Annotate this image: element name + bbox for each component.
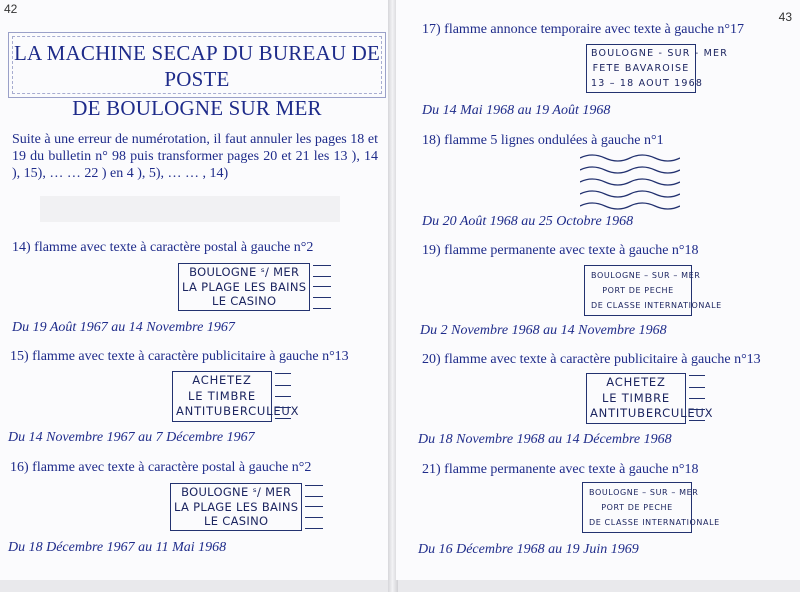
stamp-line: 13 – 18 AOUT 1968 (591, 78, 704, 89)
stamp-lines-icon (275, 373, 291, 419)
bleed-through (40, 196, 340, 222)
stamp-line: DE CLASSE INTERNATIONALE (591, 301, 722, 310)
stamp-line: LE CASINO (212, 294, 277, 308)
wavy-lines-icon (580, 152, 680, 212)
stamp-line: LA PLAGE LES BAINS (174, 499, 299, 514)
stamp-line: ANTITUBERCULEUX (590, 406, 714, 420)
stamp-line: PORT DE PECHE (602, 286, 674, 295)
stamp-line: ANTITUBERCULEUX (176, 404, 300, 418)
entry-heading: 21) flamme permanente avec texte à gauche n°18 (422, 462, 699, 477)
entry-heading: 17) flamme annonce temporaire avec texte à gauche n°17 (422, 22, 744, 37)
stamp-line: BOULOGNE – SUR – MER (589, 488, 699, 497)
entry-dates: Du 14 Novembre 1967 au 7 Décembre 1967 (8, 430, 255, 445)
entry-heading: 18) flamme 5 lignes ondulées à gauche n°1 (422, 133, 664, 148)
title-box (8, 32, 386, 120)
stamp-line: DE CLASSE INTERNATIONALE (589, 518, 720, 527)
left-page (0, 0, 390, 580)
right-page (396, 0, 800, 580)
stamp-line: BOULOGNE ˢ/ MER (189, 265, 300, 279)
page-number-left: 42 (4, 2, 18, 16)
entry-dates: Du 16 Décembre 1968 au 19 Juin 1969 (418, 542, 639, 557)
postmark-stamp (172, 371, 300, 422)
stamp-line: LA PLAGE LES BAINS (182, 279, 307, 294)
postmark-stamp (582, 482, 720, 533)
postmark-stamp (170, 483, 323, 531)
entry-dates: Du 19 Août 1967 au 14 Novembre 1967 (12, 320, 235, 335)
entry-dates: Du 18 Décembre 1967 au 11 Mai 1968 (8, 540, 227, 555)
entry-dates: Du 2 Novembre 1968 au 14 Novembre 1968 (420, 323, 667, 338)
page-title-line2: DE BOULOGNE SUR MER (72, 96, 322, 120)
stamp-lines-icon (689, 375, 705, 421)
stamp-line: ACHETEZ (606, 375, 666, 389)
stamp-line: PORT DE PECHE (601, 503, 673, 512)
entry-heading: 20) flamme avec texte à caractère publicitaire à gauche n°13 (422, 352, 761, 367)
postmark-stamp (586, 373, 714, 424)
stamp-line: FETE BAVAROISE (592, 63, 690, 74)
entry-heading: 19) flamme permanente avec texte à gauche n°18 (422, 243, 699, 258)
stamp-lines-icon (313, 265, 331, 309)
stamp-line: BOULOGNE ˢ/ MER (181, 485, 292, 499)
postmark-stamp (584, 265, 722, 316)
postmark-stamp (586, 44, 729, 93)
entry-heading: 14) flamme avec texte à caractère postal à gauche n°2 (12, 240, 314, 255)
entry-heading: 15) flamme avec texte à caractère publicitaire à gauche n°13 (10, 349, 349, 364)
page-title-line1: LA MACHINE SECAP DU BUREAU DE POSTE (13, 41, 381, 91)
stamp-line: BOULOGNE – SUR – MER (591, 271, 701, 280)
stamp-line: ACHETEZ (192, 373, 252, 387)
stamp-line: BOULOGNE - SUR - MER (591, 48, 729, 59)
stamp-line: LE TIMBRE (187, 388, 256, 403)
entry-dates: Du 14 Mai 1968 au 19 Août 1968 (422, 103, 611, 118)
entry-dates: Du 20 Août 1968 au 25 Octobre 1968 (422, 214, 634, 229)
page-number-right: 43 (778, 10, 792, 24)
stamp-lines-icon (305, 485, 323, 529)
entry-dates: Du 18 Novembre 1968 au 14 Décembre 1968 (418, 432, 672, 447)
stamp-line: LE TIMBRE (601, 390, 670, 405)
intro-paragraph: Suite à une erreur de numérotation, il faut annuler les pages 18 et 19 du bulletin n° 98 puis transformer pages 20 et 21 les 13 ), 14 ), 15), … … 22 ) en 4 ), 5), … … , 14) (12, 132, 378, 181)
entry-heading: 16) flamme avec texte à caractère postal à gauche n°2 (10, 460, 312, 475)
postmark-stamp (178, 263, 331, 311)
stamp-line: LE CASINO (204, 514, 269, 528)
